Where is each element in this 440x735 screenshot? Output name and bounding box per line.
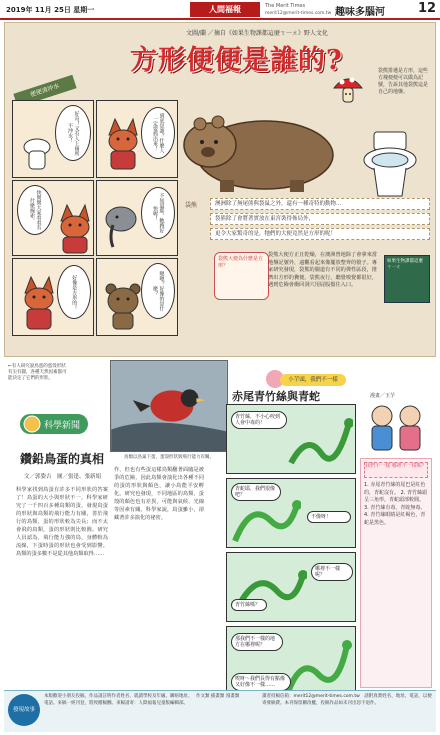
- kids-illustration: [360, 400, 432, 455]
- bear-icon: [103, 281, 143, 331]
- speech-bubble: 好像是方形的！: [57, 265, 91, 319]
- speech-bubble: 青竹絲嗎？: [231, 599, 267, 611]
- photo-caption: 鳥類以鳥巢下蛋，蛋殼形狀與飛行能力有關。: [124, 455, 214, 460]
- article-column-2: 作，但也有些蛋這樣鳥類翻著面臨是被爭的危險，因此鳥類會演化出各種不同的蛋的形狀與顏色，讓小鳥能平安孵化。研究也發現，不同地區的鳥類，蛋殼的顏色也有差異，可能與氣候、光線等因素有關。科學家說，鳥蛋雖小，卻藏著許多演化的祕密。: [114, 467, 204, 521]
- comic-panel-3: [12, 180, 94, 256]
- footer-categories: 作文類 插畫類 漫畫類: [196, 694, 240, 699]
- speech-bubble: 唉呀～我們長得有點像又好像不一樣……: [231, 673, 291, 691]
- speech-bubble: 那我們不一樣的地方在哪裡呢？: [231, 633, 283, 651]
- info-item: 澳洲除了無尾熊與袋鼠之外，還有一種奇特的動物…: [210, 198, 430, 210]
- fox-icon: [55, 203, 93, 255]
- comic-credit: 文圖/蘭 ／摘自《如果生物課都這麼ㄎ一ㄤ》野人文化: [186, 30, 328, 37]
- comic-panel-6: [96, 258, 178, 336]
- article-title: 鑽鉛鳥蛋的真相: [20, 452, 105, 466]
- comic-title: 方形便便是誰的?: [130, 45, 343, 76]
- speech-bubble: 好奇！又有人上廁所不沖水！: [55, 105, 91, 161]
- hint-body: 1. 赤尾青竹絲的尾巴是紅色的，青蛇沒有。 2. 青竹絲頭呈三角形，青蛇頭部較圓。 3. 青竹絲有毒，青蛇無毒。 4. 青竹絲眼睛是紅褐色，青蛇是黑色。: [364, 482, 427, 526]
- comic-banner: 便便清沖水: [13, 75, 76, 107]
- speech-bubble: 嗯嗯？好像的是什麼？: [141, 263, 175, 319]
- book-cover-image: [384, 255, 430, 303]
- hint-heading: 我們不一樣 哪裡不一樣呢？: [364, 462, 428, 478]
- header-date: 2019年 11月 25日 星期一: [6, 6, 95, 14]
- comic-panel-2: [96, 100, 178, 178]
- tip-box: 袋熊排遺是方形，這些方塊便便可以做為記號，告訴其他袋熊這是自己的地盤。: [378, 68, 429, 95]
- science-news-logo: [20, 410, 88, 438]
- fox-icon: [103, 117, 143, 171]
- footer-badge: 發現故事: [8, 694, 40, 726]
- speech-bubble: 不像呀！: [307, 511, 351, 523]
- speech-bubble: 青竹絲，不小心咬到人會中毒的！: [231, 411, 287, 429]
- speech-bubble: 到底是誰？什麼人一定要抓出來！: [141, 107, 175, 159]
- page-number: 12: [418, 1, 437, 16]
- speech-bubble: 快問問大家看看有什麼線索。: [17, 185, 53, 235]
- photo-side-caption: ←有人研究說鳥蛋的蛋殼形狀有尖有圓，各種天然因素都可能決定了它們的形狀。: [8, 364, 67, 381]
- comic-panel-4: [96, 180, 178, 256]
- info-item: 更令大家驚奇的是，牠們的大便竟然是方形的呢！: [210, 228, 430, 240]
- question-sign: 袋熊大便為什麼是方形？: [214, 252, 269, 300]
- header-url: merit12@merit-times.com.tw: [265, 11, 332, 16]
- comic-panel-5: [12, 258, 94, 336]
- speech-bubble: 青蛇耶，我們很像吧？: [231, 483, 281, 501]
- newspaper-subtitle: The Merit Times: [265, 3, 306, 9]
- article-byline: 文／郭姿吉 圖／張逢、張新娟: [24, 474, 102, 480]
- comic-strip: [226, 404, 356, 704]
- footer-rules: 本版歡迎小朋友投稿，作品請註明作者姓名、就讀學校及年級、聯絡地址、電話。來稿一經刊登，將致贈稿酬。來稿請寄：人間福報兒童版編輯部。: [44, 694, 193, 706]
- wombat-label: 袋熊: [185, 202, 198, 209]
- snake-icon: [287, 413, 353, 471]
- book-title: 如果生物課都這麼ㄎ一ㄤ: [387, 259, 423, 270]
- strip-panel-1: [226, 404, 356, 474]
- article-column-1: 科學家找到鳥蛋有許多不同形狀的答案了！鳥蛋的大小與形狀不一，科學家研究了一千四百多種鳥類的蛋，發現鳥蛋的形狀與鳥類的飛行能力有關，善於飛行的鳥類，蛋的形狀較為尖長；而不太會飛的鳥類，蛋的形狀則比較圓。研究人員認為，飛行能力強的鳥，身體較為流線，下蛋時蛋的形狀也會受到影響。鳥類的蛋多數不是從其他鳥類取得……: [16, 487, 108, 557]
- strip-label: 小芋頭，我們不一樣: [280, 374, 346, 386]
- strip-panel-2: [226, 478, 356, 548]
- strip-author: 漫畫／玉芋: [370, 393, 396, 399]
- bird-photo: [110, 360, 228, 452]
- wombat-body-text: 袋熊大便方正且乾燥，在澳洲曾地除了會拿來當地盤記號外，遠觀看起來像擺放整齊的骰子。專家研究發現，袋熊的腸道有不同的彈性區段，推擠出方形的糞便。袋熊夜行，聽覺嗅覺都很好，遇到危險會衝回洞穴用屁股擋住入口。: [268, 252, 377, 288]
- info-list: [210, 198, 430, 243]
- comic-panel-1: [12, 100, 94, 178]
- fox-icon: [19, 275, 57, 331]
- science-news-label: 科學新聞: [44, 421, 81, 431]
- speech-bubble: 哪裡不一樣呢？: [311, 563, 353, 581]
- section-title: 趣味多腦河: [335, 7, 385, 18]
- wombat-illustration: [180, 100, 340, 195]
- elephant-icon: [103, 201, 141, 251]
- toilet-icon: [360, 130, 420, 200]
- info-item: 袋熊除了會將著實放在東宮裝得佈局外，: [210, 213, 430, 225]
- footer-contact: 讀者投稿信箱：merit12@merit-times.com.tw 請附真實姓名、地址、電話，以便寄發稿費。本刊保留刪改權，投稿作品如未刊出恕不退件。: [262, 694, 432, 706]
- speech-bubble: 不知道耶，牠跑好快喔！: [141, 187, 175, 239]
- strip-title: 赤尾青竹絲與青蛇: [232, 390, 320, 403]
- toilet-icon: [21, 137, 53, 173]
- newspaper-logo: 人間福報: [190, 2, 260, 17]
- strip-panel-3: [226, 552, 356, 622]
